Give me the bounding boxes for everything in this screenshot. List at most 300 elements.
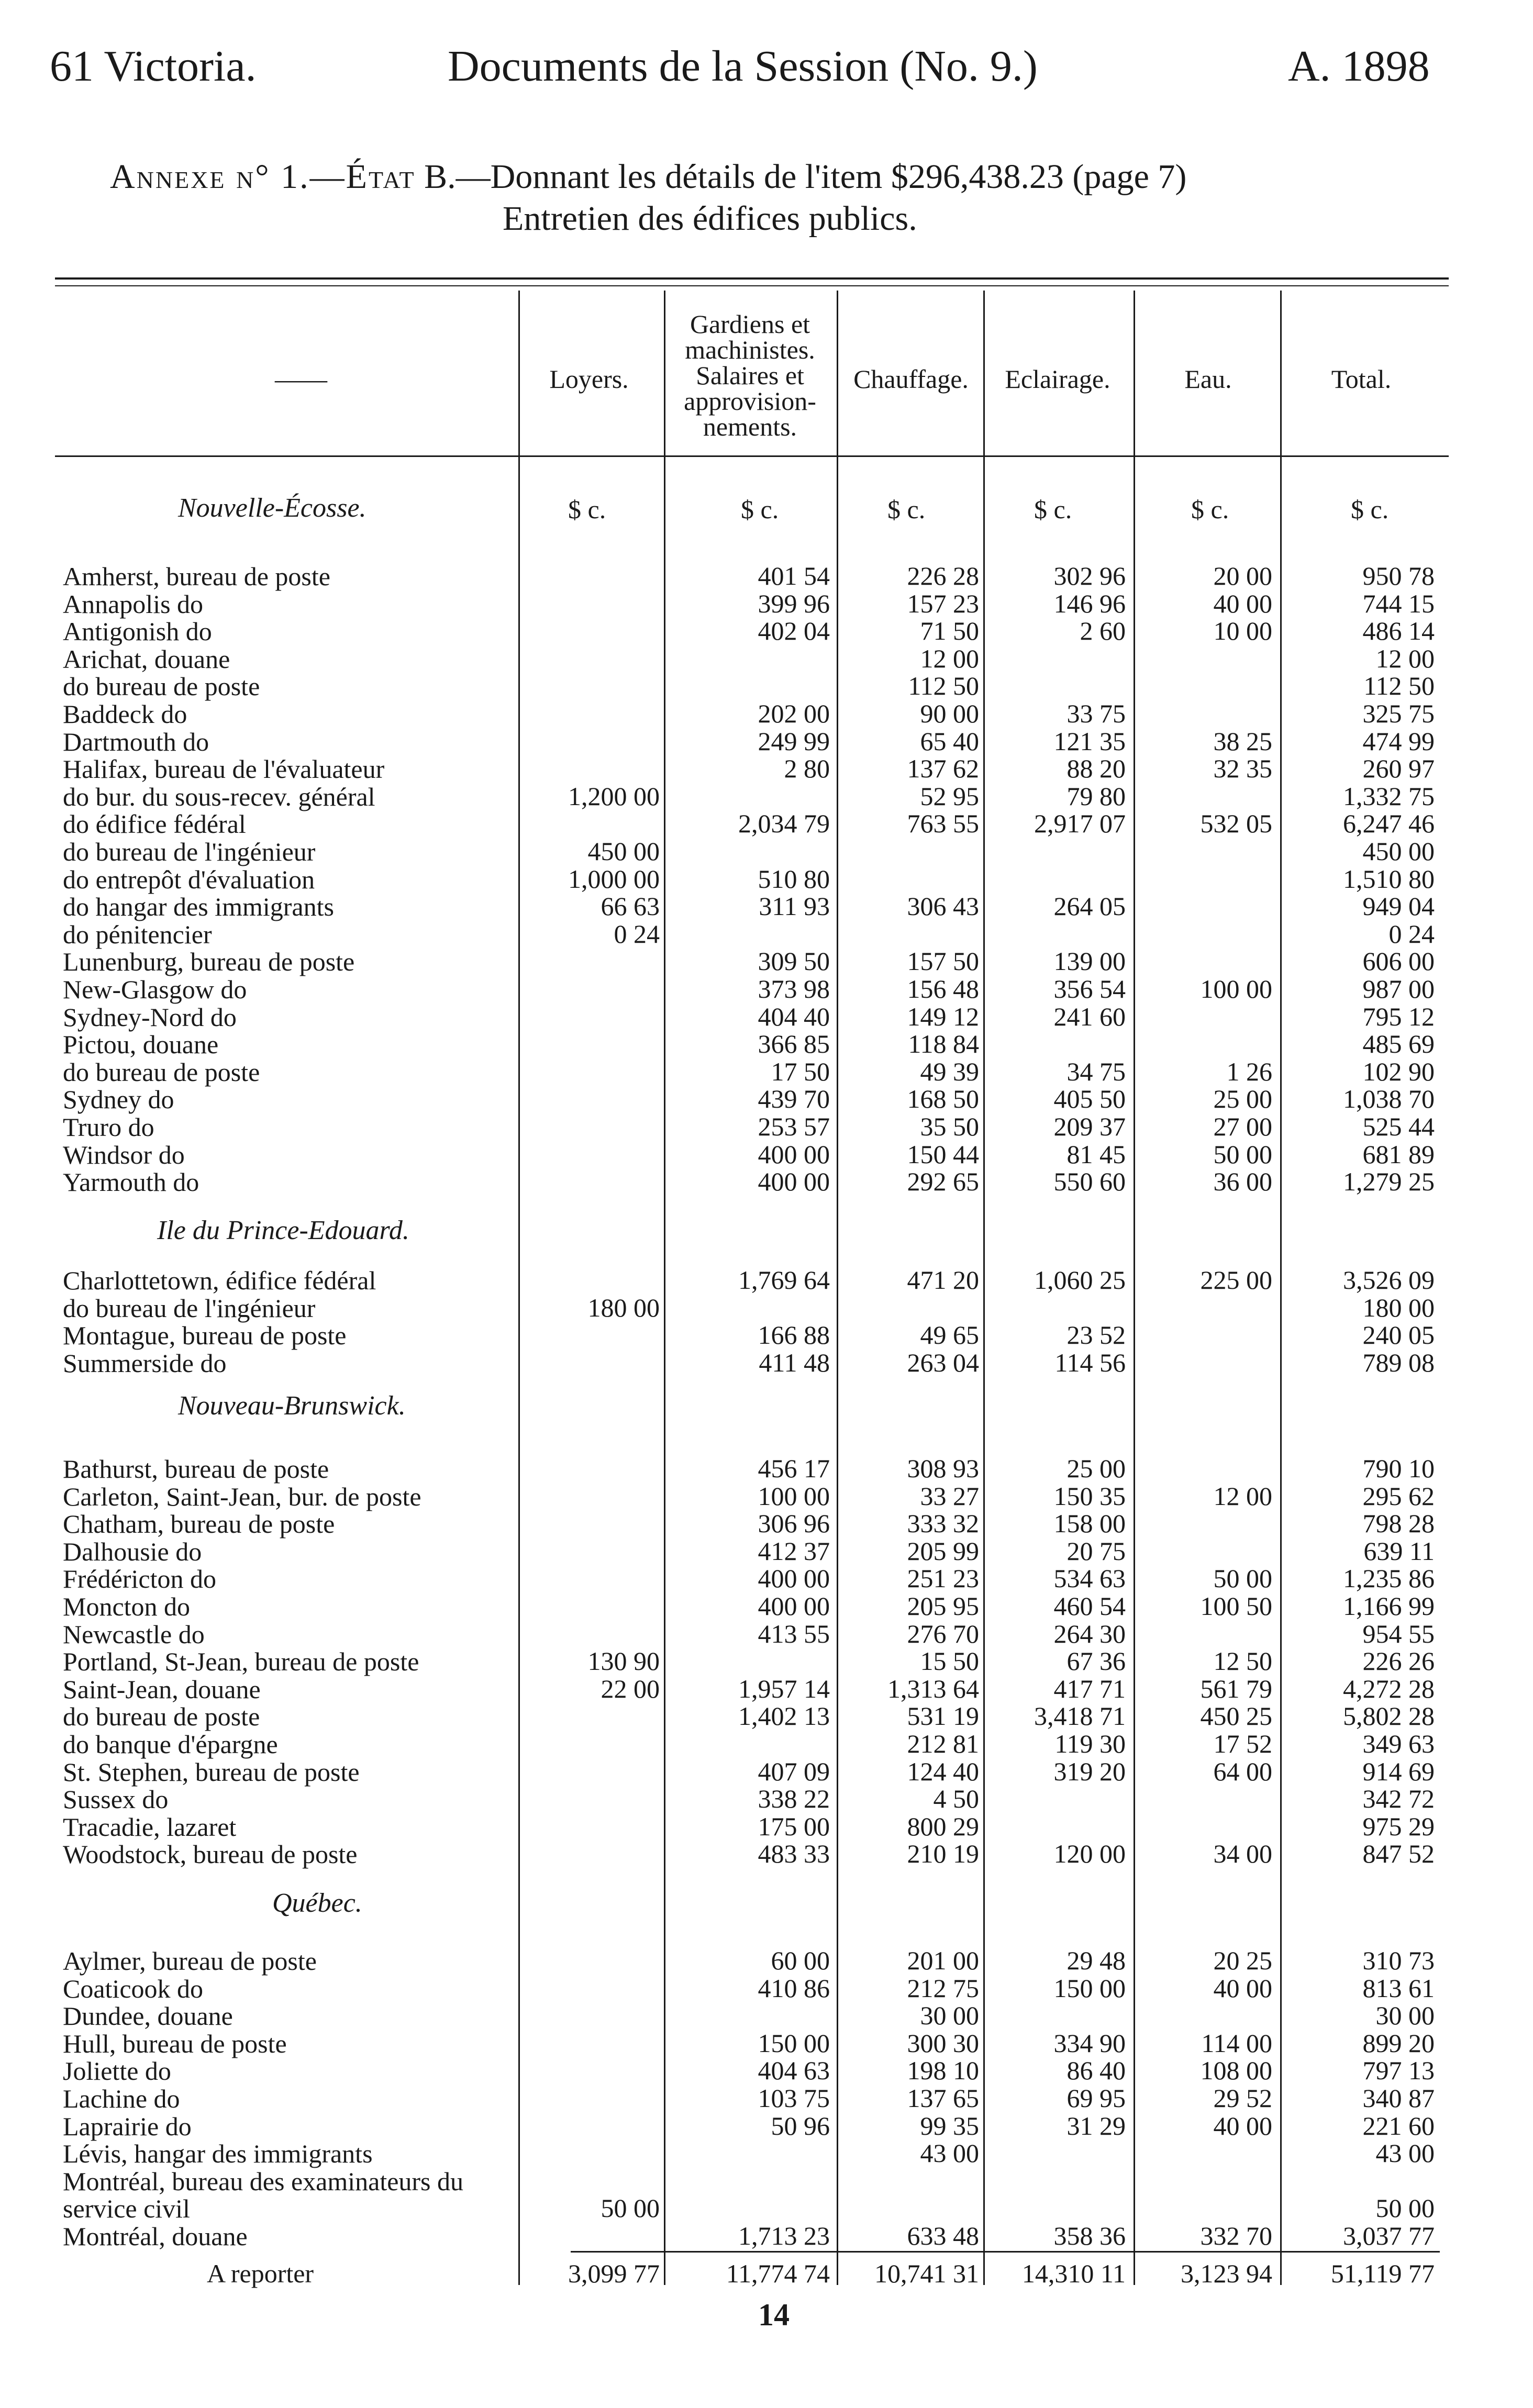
row-label: Yarmouth do xyxy=(63,1167,199,1197)
title-detail: B.—Donnant les détails de l'item $296,438.23 (page 7) xyxy=(424,158,1187,196)
cell-chauffage: 4 50 xyxy=(933,1784,979,1814)
cell-chauffage: 226 28 xyxy=(907,561,979,590)
cell-chauffage: 118 84 xyxy=(908,1029,979,1059)
cell-eclairage: 1,060 25 xyxy=(1034,1265,1126,1295)
cell-eclairage: 550 60 xyxy=(1053,1167,1126,1197)
row-label: Laprairie do xyxy=(63,2111,192,2141)
cell-chauffage: 65 40 xyxy=(920,726,979,756)
cell-gardiens: 1,957 14 xyxy=(738,1674,830,1703)
cell-eclairage: 150 35 xyxy=(1053,1481,1126,1511)
cell-gardiens: 407 09 xyxy=(758,1756,830,1786)
row-label: do banque d'épargne xyxy=(63,1730,278,1759)
cell-loyers: 180 00 xyxy=(587,1292,660,1322)
row-label: Summerside do xyxy=(63,1348,227,1378)
cell-gardiens: 366 85 xyxy=(758,1029,830,1059)
unit-label: $ c. xyxy=(887,495,926,524)
cell-gardiens: 400 00 xyxy=(758,1564,830,1593)
cell-eclairage: 146 96 xyxy=(1053,588,1126,618)
cell-total: 450 00 xyxy=(1362,837,1435,866)
cell-chauffage: 157 50 xyxy=(907,946,979,976)
cell-eclairage: 319 20 xyxy=(1053,1756,1126,1786)
row-label: Sydney do xyxy=(63,1085,174,1114)
cell-loyers: 130 90 xyxy=(587,1646,660,1676)
cell-total: 975 29 xyxy=(1362,1811,1435,1841)
unit-label: $ c. xyxy=(1191,495,1229,524)
gardiens-header-line: Gardiens et xyxy=(690,309,810,339)
cell-total: 639 11 xyxy=(1363,1536,1435,1566)
cell-eclairage: 121 35 xyxy=(1053,726,1126,756)
cell-gardiens: 306 96 xyxy=(758,1509,830,1539)
cell-gardiens: 1,402 13 xyxy=(738,1701,830,1731)
cell-gardiens: 338 22 xyxy=(758,1784,830,1814)
cell-gardiens: 402 04 xyxy=(758,616,830,646)
cell-chauffage: 633 48 xyxy=(907,2221,979,2250)
cell-gardiens: 483 33 xyxy=(758,1839,830,1869)
row-label: Windsor do xyxy=(63,1140,185,1169)
cell-total: 3,037 77 xyxy=(1343,2221,1435,2250)
totals-total: 51,119 77 xyxy=(1330,2259,1435,2288)
cell-eclairage: 302 96 xyxy=(1053,561,1126,590)
cell-chauffage: 198 10 xyxy=(907,2056,979,2086)
cell-total: 950 78 xyxy=(1362,561,1435,590)
cell-gardiens: 253 57 xyxy=(758,1112,830,1141)
gardiens-header-line: approvision- xyxy=(684,386,816,416)
cell-chauffage: 30 00 xyxy=(920,2001,979,2031)
cell-loyers: 50 00 xyxy=(601,2193,660,2223)
cell-eau: 17 52 xyxy=(1213,1729,1272,1758)
cell-eclairage: 23 52 xyxy=(1067,1320,1126,1350)
row-label: Annapolis do xyxy=(63,589,204,619)
cell-gardiens: 412 37 xyxy=(758,1536,830,1566)
cell-eau: 114 00 xyxy=(1201,2028,1272,2058)
cell-total: 797 13 xyxy=(1362,2056,1435,2086)
cell-eclairage: 31 29 xyxy=(1067,2111,1126,2141)
unit-label: $ c. xyxy=(568,495,606,524)
row-label: Lévis, hangar des immigrants xyxy=(63,2139,373,2169)
row-label: New-Glasgow do xyxy=(63,975,247,1004)
cell-gardiens: 400 00 xyxy=(758,1139,830,1169)
cell-chauffage: 168 50 xyxy=(907,1084,979,1114)
cell-chauffage: 137 65 xyxy=(907,2083,979,2113)
cell-eau: 38 25 xyxy=(1213,726,1272,756)
cell-total: 0 24 xyxy=(1388,919,1435,949)
cell-eau: 50 00 xyxy=(1213,1139,1272,1169)
cell-chauffage: 49 39 xyxy=(920,1056,979,1086)
cell-eclairage: 86 40 xyxy=(1067,2056,1126,2086)
cell-total: 30 00 xyxy=(1375,2001,1435,2031)
cell-total: 486 14 xyxy=(1362,616,1435,646)
row-label: Aylmer, bureau de poste xyxy=(63,1946,317,1976)
cell-eau: 100 50 xyxy=(1200,1591,1272,1621)
row-label: do bureau de poste xyxy=(63,1057,260,1087)
row-label: Arichat, douane xyxy=(63,644,230,674)
cell-chauffage: 306 43 xyxy=(907,891,979,921)
cell-gardiens: 175 00 xyxy=(758,1811,830,1841)
row-label: Hull, bureau de poste xyxy=(63,2028,287,2058)
cell-eclairage: 114 56 xyxy=(1054,1347,1126,1377)
cell-eclairage: 209 37 xyxy=(1053,1112,1126,1141)
cell-total: 6,247 46 xyxy=(1343,809,1435,839)
cell-eau: 12 00 xyxy=(1213,1481,1272,1511)
cell-gardiens: 309 50 xyxy=(758,946,830,976)
cell-gardiens: 439 70 xyxy=(758,1084,830,1114)
cell-gardiens: 410 86 xyxy=(758,1973,830,2003)
cell-eau: 40 00 xyxy=(1213,588,1272,618)
total-column-header: Total. xyxy=(1331,364,1392,394)
cell-chauffage: 49 65 xyxy=(920,1320,979,1350)
cell-total: 50 00 xyxy=(1375,2193,1435,2223)
row-label: Bathurst, bureau de poste xyxy=(63,1454,329,1484)
row-label: Dartmouth do xyxy=(63,727,209,756)
eclairage-column-header: Eclairage. xyxy=(1005,364,1110,394)
cell-total: 1,279 25 xyxy=(1343,1167,1435,1197)
cell-total: 340 87 xyxy=(1362,2083,1435,2113)
section-heading: Ile du Prince-Edouard. xyxy=(157,1216,409,1245)
cell-eau: 12 50 xyxy=(1213,1646,1272,1676)
cell-chauffage: 212 75 xyxy=(907,1973,979,2003)
loyers-column-header: Loyers. xyxy=(549,364,629,394)
cell-eau: 20 25 xyxy=(1213,1946,1272,1975)
cell-total: 295 62 xyxy=(1362,1481,1435,1511)
cell-eau: 332 70 xyxy=(1200,2221,1272,2250)
cell-chauffage: 33 27 xyxy=(920,1481,979,1511)
cell-eclairage: 34 75 xyxy=(1067,1056,1126,1086)
cell-chauffage: 300 30 xyxy=(907,2028,979,2058)
cell-total: 310 73 xyxy=(1362,1946,1435,1975)
cell-total: 260 97 xyxy=(1362,754,1435,784)
row-label: Sussex do xyxy=(63,1785,169,1814)
row-label: Newcastle do xyxy=(63,1619,205,1649)
cell-gardiens: 17 50 xyxy=(771,1056,830,1086)
page-number: 14 xyxy=(758,2298,790,2332)
row-label: do hangar des immigrants xyxy=(63,892,334,922)
row-label: Lachine do xyxy=(63,2084,180,2113)
cell-total: 325 75 xyxy=(1362,699,1435,728)
row-label: Saint-Jean, douane xyxy=(63,1674,261,1704)
cell-loyers: 66 63 xyxy=(601,891,660,921)
row-label: do édifice fédéral xyxy=(63,809,246,839)
row-label: Baddeck do xyxy=(63,699,187,729)
cell-chauffage: 210 19 xyxy=(907,1839,979,1869)
cell-total: 1,166 99 xyxy=(1343,1591,1435,1621)
cell-gardiens: 2,034 79 xyxy=(738,809,830,839)
cell-eau: 1 26 xyxy=(1226,1056,1272,1086)
cell-chauffage: 276 70 xyxy=(907,1619,979,1648)
row-label: do bur. du sous-recev. général xyxy=(63,782,375,811)
row-label: do entrepôt d'évaluation xyxy=(63,864,315,894)
cell-eclairage: 3,418 71 xyxy=(1034,1701,1126,1731)
annex-label: Annexe n° 1. xyxy=(110,158,310,196)
totals-eau: 3,123 94 xyxy=(1181,2259,1272,2288)
cell-gardiens: 510 80 xyxy=(758,864,830,894)
cell-total: 606 00 xyxy=(1362,946,1435,976)
row-label: do pénitencier xyxy=(63,919,212,949)
row-label: Frédéricton do xyxy=(63,1564,216,1594)
cell-total: 12 00 xyxy=(1375,643,1435,673)
cell-total: 43 00 xyxy=(1375,2138,1435,2168)
cell-chauffage: 763 55 xyxy=(907,809,979,839)
running-header-left: 61 Victoria. xyxy=(50,42,257,91)
unit-label: $ c. xyxy=(1351,495,1389,524)
cell-gardiens: 100 00 xyxy=(758,1481,830,1511)
cell-chauffage: 52 95 xyxy=(920,781,979,811)
gardiens-header-line: machinistes. xyxy=(685,335,815,364)
cell-eclairage: 358 36 xyxy=(1053,2221,1126,2250)
cell-chauffage: 15 50 xyxy=(920,1646,979,1676)
cell-eclairage: 264 30 xyxy=(1053,1619,1126,1648)
cell-chauffage: 263 04 xyxy=(907,1347,979,1377)
cell-eclairage: 120 00 xyxy=(1053,1839,1126,1869)
row-label: do bureau de poste xyxy=(63,672,260,701)
running-header-right: A. 1898 xyxy=(1288,42,1430,91)
cell-chauffage: 150 44 xyxy=(907,1139,979,1169)
cell-eclairage: 158 00 xyxy=(1053,1509,1126,1539)
cell-eau: 50 00 xyxy=(1213,1564,1272,1593)
cell-chauffage: 43 00 xyxy=(920,2138,979,2168)
cell-total: 342 72 xyxy=(1362,1784,1435,1814)
etat-label: —État xyxy=(309,158,416,196)
cell-eclairage: 25 00 xyxy=(1067,1454,1126,1483)
cell-gardiens: 401 54 xyxy=(758,561,830,590)
cell-gardiens: 166 88 xyxy=(758,1320,830,1350)
cell-gardiens: 373 98 xyxy=(758,974,830,1004)
cell-chauffage: 471 20 xyxy=(907,1265,979,1295)
cell-eau: 34 00 xyxy=(1213,1839,1272,1869)
column-separator xyxy=(518,291,520,2285)
column-separator xyxy=(983,291,985,2285)
header-rule xyxy=(55,455,1449,457)
cell-eclairage: 150 00 xyxy=(1053,1973,1126,2003)
cell-eclairage: 2 60 xyxy=(1080,616,1126,646)
cell-eclairage: 29 48 xyxy=(1067,1946,1126,1975)
cell-eclairage: 20 75 xyxy=(1067,1536,1126,1566)
totals-rule xyxy=(571,2251,1440,2253)
cell-eau: 108 00 xyxy=(1200,2056,1272,2086)
row-label: Sydney-Nord do xyxy=(63,1002,237,1032)
gardiens-header-line: Salaires et xyxy=(696,361,804,390)
cell-gardiens: 150 00 xyxy=(758,2028,830,2058)
row-label: Charlottetown, édifice fédéral xyxy=(63,1266,376,1295)
cell-eau: 100 00 xyxy=(1200,974,1272,1004)
cell-total: 949 04 xyxy=(1362,891,1435,921)
cell-eclairage: 417 71 xyxy=(1053,1674,1126,1703)
cell-total: 798 28 xyxy=(1362,1509,1435,1539)
row-label: do bureau de poste xyxy=(63,1702,260,1732)
cell-eau: 27 00 xyxy=(1213,1112,1272,1141)
cell-chauffage: 201 00 xyxy=(907,1946,979,1975)
cell-total: 226 26 xyxy=(1362,1646,1435,1676)
unit-label: $ c. xyxy=(1034,495,1072,524)
cell-eau: 32 35 xyxy=(1213,754,1272,784)
cell-chauffage: 156 48 xyxy=(907,974,979,1004)
cell-gardiens: 249 99 xyxy=(758,726,830,756)
cell-chauffage: 112 50 xyxy=(908,671,979,701)
totals-label: A reporter xyxy=(207,2259,314,2288)
cell-total: 5,802 28 xyxy=(1343,1701,1435,1731)
table-title-line2: Entretien des édifices publics. xyxy=(503,199,917,238)
cell-total: 1,510 80 xyxy=(1343,864,1435,894)
cell-loyers: 1,000 00 xyxy=(568,864,660,894)
row-label: Truro do xyxy=(63,1112,154,1142)
cell-eclairage: 139 00 xyxy=(1053,946,1126,976)
row-label: Moncton do xyxy=(63,1592,191,1621)
cell-chauffage: 71 50 xyxy=(920,616,979,646)
cell-chauffage: 212 81 xyxy=(907,1729,979,1758)
cell-chauffage: 205 95 xyxy=(907,1591,979,1621)
cell-eau: 29 52 xyxy=(1213,2083,1272,2113)
cell-eau: 40 00 xyxy=(1213,1973,1272,2003)
cell-gardiens: 411 48 xyxy=(759,1347,830,1377)
row-label: Montréal, bureau des examinateurs du service civil xyxy=(63,2166,464,2223)
cell-total: 102 90 xyxy=(1362,1056,1435,1086)
row-label: do bureau de l'ingénieur xyxy=(63,1293,316,1323)
cell-gardiens: 50 96 xyxy=(771,2111,830,2141)
cell-total: 914 69 xyxy=(1362,1756,1435,1786)
row-label: Carleton, Saint-Jean, bur. de poste xyxy=(63,1481,421,1511)
cell-gardiens: 1,769 64 xyxy=(738,1265,830,1295)
section-heading: Nouvelle-Écosse. xyxy=(178,493,366,523)
cell-eau: 225 00 xyxy=(1200,1265,1272,1295)
running-header-center: Documents de la Session (No. 9.) xyxy=(448,42,1038,91)
cell-chauffage: 1,313 64 xyxy=(887,1674,979,1703)
totals-eclairage: 14,310 11 xyxy=(1021,2259,1126,2288)
cell-eau: 532 05 xyxy=(1200,809,1272,839)
cell-chauffage: 251 23 xyxy=(907,1564,979,1593)
row-label: Dalhousie do xyxy=(63,1536,202,1566)
cell-chauffage: 308 93 xyxy=(907,1454,979,1483)
cell-eclairage: 69 95 xyxy=(1067,2083,1126,2113)
label-column-header: —— xyxy=(275,364,327,394)
cell-eclairage: 88 20 xyxy=(1067,754,1126,784)
cell-total: 221 60 xyxy=(1362,2111,1435,2141)
cell-eclairage: 334 90 xyxy=(1053,2028,1126,2058)
cell-total: 1,332 75 xyxy=(1343,781,1435,811)
totals-gardiens: 11,774 74 xyxy=(726,2259,830,2288)
cell-chauffage: 333 32 xyxy=(907,1509,979,1539)
cell-total: 813 61 xyxy=(1362,1973,1435,2003)
chauffage-column-header: Chauffage. xyxy=(853,364,969,394)
row-label: Tracadie, lazaret xyxy=(63,1812,237,1842)
cell-eclairage: 81 45 xyxy=(1067,1139,1126,1169)
cell-eclairage: 356 54 xyxy=(1053,974,1126,1004)
cell-gardiens: 400 00 xyxy=(758,1591,830,1621)
column-separator xyxy=(1134,291,1135,2285)
cell-chauffage: 205 99 xyxy=(907,1536,979,1566)
totals-chauffage: 10,741 31 xyxy=(874,2259,979,2288)
cell-eclairage: 264 05 xyxy=(1053,891,1126,921)
cell-eclairage: 405 50 xyxy=(1053,1084,1126,1114)
cell-loyers: 0 24 xyxy=(614,919,660,949)
cell-gardiens: 60 00 xyxy=(771,1946,830,1975)
cell-gardiens: 404 40 xyxy=(758,1001,830,1031)
cell-total: 1,038 70 xyxy=(1343,1084,1435,1114)
row-label: Woodstock, bureau de poste xyxy=(63,1840,358,1869)
cell-total: 790 10 xyxy=(1362,1454,1435,1483)
cell-total: 899 20 xyxy=(1362,2028,1435,2058)
cell-eclairage: 119 30 xyxy=(1054,1729,1126,1758)
row-label: Lunenburg, bureau de poste xyxy=(63,947,355,977)
cell-total: 112 50 xyxy=(1363,671,1435,701)
row-label: Halifax, bureau de l'évaluateur xyxy=(63,754,385,784)
cell-total: 180 00 xyxy=(1362,1292,1435,1322)
cell-eau: 64 00 xyxy=(1213,1756,1272,1786)
cell-gardiens: 404 63 xyxy=(758,2056,830,2086)
cell-chauffage: 800 29 xyxy=(907,1811,979,1841)
cell-total: 3,526 09 xyxy=(1343,1265,1435,1295)
cell-chauffage: 531 19 xyxy=(907,1701,979,1731)
row-label: Pictou, douane xyxy=(63,1030,219,1060)
cell-eclairage: 79 80 xyxy=(1067,781,1126,811)
totals-loyers: 3,099 77 xyxy=(568,2259,660,2288)
cell-chauffage: 99 35 xyxy=(920,2111,979,2141)
table-title-line1 xyxy=(110,160,1186,194)
cell-chauffage: 137 62 xyxy=(907,754,979,784)
row-label: Antigonish do xyxy=(63,617,212,646)
cell-total: 681 89 xyxy=(1362,1139,1435,1169)
column-separator xyxy=(1280,291,1282,2285)
eau-column-header: Eau. xyxy=(1184,364,1232,394)
cell-eclairage: 241 60 xyxy=(1053,1001,1126,1031)
row-label: Coaticook do xyxy=(63,1974,204,2003)
column-separator xyxy=(664,291,665,2285)
cell-total: 4,272 28 xyxy=(1343,1674,1435,1703)
cell-eclairage: 33 75 xyxy=(1067,699,1126,728)
cell-loyers: 1,200 00 xyxy=(568,781,660,811)
cell-gardiens: 311 93 xyxy=(759,891,830,921)
cell-total: 795 12 xyxy=(1362,1001,1435,1031)
cell-total: 954 55 xyxy=(1362,1619,1435,1648)
cell-total: 240 05 xyxy=(1362,1320,1435,1350)
row-label: Montague, bureau de poste xyxy=(63,1321,347,1351)
cell-gardiens: 413 55 xyxy=(758,1619,830,1648)
cell-total: 789 08 xyxy=(1362,1347,1435,1377)
gardiens-column-header xyxy=(665,311,835,440)
cell-chauffage: 12 00 xyxy=(920,643,979,673)
cell-total: 1,235 86 xyxy=(1343,1564,1435,1593)
cell-total: 349 63 xyxy=(1362,1729,1435,1758)
row-label: Dundee, douane xyxy=(63,2001,233,2031)
cell-gardiens: 1,713 23 xyxy=(738,2221,830,2250)
cell-total: 525 44 xyxy=(1362,1112,1435,1141)
row-label: Joliette do xyxy=(63,2056,171,2086)
cell-eau: 40 00 xyxy=(1213,2111,1272,2141)
cell-total: 474 99 xyxy=(1362,726,1435,756)
top-rule-thin xyxy=(55,285,1449,286)
cell-gardiens: 2 80 xyxy=(784,754,830,784)
top-rule xyxy=(55,277,1449,280)
section-heading: Québec. xyxy=(272,1888,362,1918)
cell-total: 847 52 xyxy=(1362,1839,1435,1869)
cell-total: 485 69 xyxy=(1362,1029,1435,1059)
cell-total: 744 15 xyxy=(1362,588,1435,618)
cell-eau: 450 25 xyxy=(1200,1701,1272,1731)
row-label: Chatham, bureau de poste xyxy=(63,1509,335,1539)
row-label: St. Stephen, bureau de poste xyxy=(63,1757,360,1787)
cell-gardiens: 456 17 xyxy=(758,1454,830,1483)
cell-eau: 10 00 xyxy=(1213,616,1272,646)
row-label: Portland, St-Jean, bureau de poste xyxy=(63,1647,419,1677)
column-separator xyxy=(837,291,838,2285)
cell-loyers: 22 00 xyxy=(601,1674,660,1703)
cell-eclairage: 2,917 07 xyxy=(1034,809,1126,839)
cell-eclairage: 460 54 xyxy=(1053,1591,1126,1621)
cell-chauffage: 149 12 xyxy=(907,1001,979,1031)
unit-label: $ c. xyxy=(741,495,779,524)
cell-eclairage: 67 36 xyxy=(1067,1646,1126,1676)
gardiens-header-line: nements. xyxy=(703,412,797,441)
cell-chauffage: 124 40 xyxy=(907,1756,979,1786)
cell-gardiens: 399 96 xyxy=(758,588,830,618)
